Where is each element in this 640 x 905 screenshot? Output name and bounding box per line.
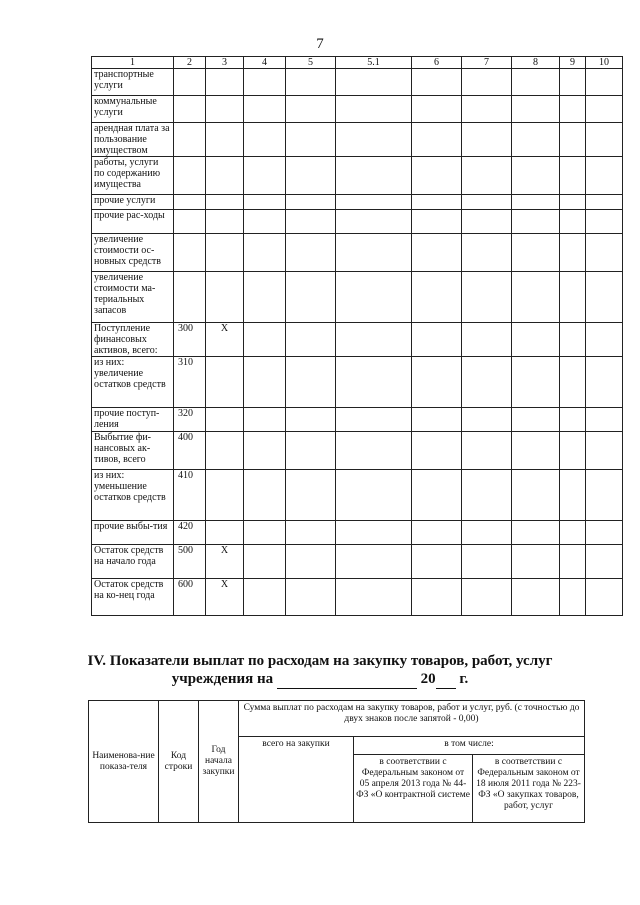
table-row <box>92 157 623 195</box>
empty-cell <box>462 234 512 272</box>
table-row <box>92 432 623 470</box>
empty-cell <box>462 521 512 545</box>
empty-cell <box>586 123 623 157</box>
empty-cell <box>336 521 412 545</box>
header-including: в том числе: <box>354 737 585 755</box>
row-mark <box>206 96 244 123</box>
column-header: 4 <box>244 57 286 69</box>
row-name: увеличение стоимости ос-новных средств <box>92 234 174 272</box>
empty-cell <box>512 408 560 432</box>
header-indicator-name: Наименова-ние показа-теля <box>89 701 159 823</box>
empty-cell <box>336 234 412 272</box>
empty-cell <box>286 69 336 96</box>
row-code: 600 <box>174 579 206 616</box>
empty-cell <box>586 408 623 432</box>
empty-cell <box>512 432 560 470</box>
column-header: 9 <box>560 57 586 69</box>
row-mark <box>206 408 244 432</box>
empty-cell <box>512 157 560 195</box>
empty-cell <box>586 357 623 408</box>
empty-cell <box>586 579 623 616</box>
empty-cell <box>286 234 336 272</box>
empty-cell <box>336 357 412 408</box>
table-row <box>92 69 623 96</box>
row-mark <box>206 357 244 408</box>
row-code: 300 <box>174 323 206 357</box>
empty-cell <box>560 579 586 616</box>
row-name: Выбытие фи-нансовых ак-тивов, всего <box>92 432 174 470</box>
empty-cell <box>286 195 336 210</box>
empty-cell <box>560 96 586 123</box>
empty-cell <box>244 470 286 521</box>
empty-cell <box>462 69 512 96</box>
table-row <box>92 521 623 545</box>
column-header: 2 <box>174 57 206 69</box>
row-code: 400 <box>174 432 206 470</box>
empty-cell <box>412 195 462 210</box>
empty-cell <box>412 357 462 408</box>
empty-cell <box>412 272 462 323</box>
empty-cell <box>412 545 462 579</box>
empty-cell <box>336 408 412 432</box>
empty-cell <box>412 123 462 157</box>
empty-cell <box>244 69 286 96</box>
subtitle-suffix: г. <box>459 671 469 687</box>
row-mark <box>206 470 244 521</box>
table-row <box>92 195 623 210</box>
header-start-year: Год начала закупки <box>199 701 239 823</box>
section-subtitle <box>0 669 640 689</box>
row-name: Остаток средств на начало года <box>92 545 174 579</box>
empty-cell <box>412 579 462 616</box>
empty-cell <box>586 96 623 123</box>
empty-cell <box>512 272 560 323</box>
empty-cell <box>586 272 623 323</box>
empty-cell <box>512 123 560 157</box>
column-header: 8 <box>512 57 560 69</box>
empty-cell <box>244 195 286 210</box>
empty-cell <box>462 195 512 210</box>
empty-cell <box>336 210 412 234</box>
table-row <box>92 357 623 408</box>
header-223fz: в соответствии с Федеральным законом от 18 июля 2011 года № 223-ФЗ «О закупках товаров, работ, услуг <box>473 755 585 823</box>
column-header: 10 <box>586 57 623 69</box>
empty-cell <box>560 408 586 432</box>
empty-cell <box>560 210 586 234</box>
empty-cell <box>244 323 286 357</box>
empty-cell <box>412 69 462 96</box>
row-name: транспортные услуги <box>92 69 174 96</box>
row-mark: X <box>206 579 244 616</box>
empty-cell <box>462 408 512 432</box>
empty-cell <box>286 470 336 521</box>
empty-cell <box>286 521 336 545</box>
empty-cell <box>336 323 412 357</box>
empty-cell <box>560 323 586 357</box>
row-mark <box>206 195 244 210</box>
column-header: 1 <box>92 57 174 69</box>
empty-cell <box>512 357 560 408</box>
row-code: 320 <box>174 408 206 432</box>
row-code <box>174 272 206 323</box>
header-payment-sum: Сумма выплат по расходам на закупку товаров, работ и услуг, руб. (с точностью до двух знаков после запятой - 0,00) <box>239 701 585 737</box>
row-name: Поступление финансовых активов, всего: <box>92 323 174 357</box>
row-mark: X <box>206 323 244 357</box>
empty-cell <box>462 545 512 579</box>
row-name: Остаток средств на ко-нец года <box>92 579 174 616</box>
empty-cell <box>412 470 462 521</box>
empty-cell <box>512 96 560 123</box>
row-code <box>174 195 206 210</box>
column-header: 6 <box>412 57 462 69</box>
row-mark <box>206 157 244 195</box>
column-header: 5 <box>286 57 336 69</box>
column-header: 5.1 <box>336 57 412 69</box>
empty-cell <box>336 579 412 616</box>
empty-cell <box>412 210 462 234</box>
row-name: арендная плата за пользование имуществом <box>92 123 174 157</box>
row-code <box>174 157 206 195</box>
empty-cell <box>412 521 462 545</box>
header-44fz: в соответствии с Федеральным законом от 05 апреля 2013 года № 44-ФЗ «О контрактной системе <box>354 755 473 823</box>
empty-cell <box>512 323 560 357</box>
row-code <box>174 210 206 234</box>
empty-cell <box>244 157 286 195</box>
subtitle-year: 20 <box>420 671 436 687</box>
empty-cell <box>560 69 586 96</box>
empty-cell <box>336 432 412 470</box>
empty-cell <box>286 272 336 323</box>
row-mark: X <box>206 545 244 579</box>
empty-cell <box>586 157 623 195</box>
empty-cell <box>462 210 512 234</box>
column-header: 3 <box>206 57 244 69</box>
column-header: 7 <box>462 57 512 69</box>
empty-cell <box>336 545 412 579</box>
table-row <box>92 408 623 432</box>
empty-cell <box>462 323 512 357</box>
header-row-code: Код строки <box>159 701 199 823</box>
empty-cell <box>286 545 336 579</box>
empty-cell <box>286 323 336 357</box>
empty-cell <box>286 408 336 432</box>
empty-cell <box>412 408 462 432</box>
row-code <box>174 69 206 96</box>
empty-cell <box>560 357 586 408</box>
row-code: 500 <box>174 545 206 579</box>
empty-cell <box>244 234 286 272</box>
header-total-purchases: всего на закупки <box>239 737 354 823</box>
row-name: из них: уменьшение остатков средств <box>92 470 174 521</box>
empty-cell <box>462 272 512 323</box>
empty-cell <box>462 157 512 195</box>
row-name: прочие выбы-тия <box>92 521 174 545</box>
row-name: увеличение стоимости ма-териальных запасов <box>92 272 174 323</box>
empty-cell <box>586 323 623 357</box>
empty-cell <box>512 470 560 521</box>
empty-cell <box>512 521 560 545</box>
row-mark <box>206 123 244 157</box>
row-name: коммунальные услуги <box>92 96 174 123</box>
empty-cell <box>560 234 586 272</box>
table-row <box>92 323 623 357</box>
section-title: IV. Показатели выплат по расходам на закупку товаров, работ, услуг <box>87 653 553 669</box>
empty-cell <box>462 357 512 408</box>
empty-cell <box>244 357 286 408</box>
row-name: из них: увеличение остатков средств <box>92 357 174 408</box>
table-row <box>92 96 623 123</box>
empty-cell <box>286 96 336 123</box>
empty-cell <box>336 195 412 210</box>
empty-cell <box>586 432 623 470</box>
empty-cell <box>512 234 560 272</box>
empty-cell <box>244 96 286 123</box>
row-mark <box>206 234 244 272</box>
empty-cell <box>244 123 286 157</box>
empty-cell <box>244 545 286 579</box>
empty-cell <box>412 432 462 470</box>
empty-cell <box>586 521 623 545</box>
empty-cell <box>244 408 286 432</box>
empty-cell <box>462 123 512 157</box>
empty-cell <box>462 470 512 521</box>
row-mark <box>206 432 244 470</box>
table-row <box>92 470 623 521</box>
year-blank <box>436 674 456 689</box>
empty-cell <box>586 195 623 210</box>
empty-cell <box>586 69 623 96</box>
empty-cell <box>586 210 623 234</box>
empty-cell <box>336 157 412 195</box>
empty-cell <box>462 579 512 616</box>
row-mark <box>206 69 244 96</box>
empty-cell <box>560 521 586 545</box>
empty-cell <box>336 123 412 157</box>
empty-cell <box>560 432 586 470</box>
empty-cell <box>512 579 560 616</box>
financial-table <box>91 56 623 616</box>
empty-cell <box>462 96 512 123</box>
empty-cell <box>244 432 286 470</box>
empty-cell <box>244 521 286 545</box>
row-mark <box>206 521 244 545</box>
row-mark <box>206 210 244 234</box>
empty-cell <box>412 234 462 272</box>
empty-cell <box>244 210 286 234</box>
empty-cell <box>560 272 586 323</box>
table-header-row <box>92 57 623 69</box>
empty-cell <box>586 470 623 521</box>
empty-cell <box>244 579 286 616</box>
table-row <box>92 272 623 323</box>
row-name: прочие рас-ходы <box>92 210 174 234</box>
empty-cell <box>560 157 586 195</box>
empty-cell <box>412 157 462 195</box>
purchases-table <box>88 700 585 823</box>
row-name: прочие поступ-ления <box>92 408 174 432</box>
table-row <box>92 210 623 234</box>
table-row <box>92 234 623 272</box>
row-code <box>174 123 206 157</box>
empty-cell <box>560 545 586 579</box>
subtitle-prefix: учреждения на <box>171 671 274 687</box>
empty-cell <box>462 432 512 470</box>
row-code: 410 <box>174 470 206 521</box>
empty-cell <box>512 210 560 234</box>
table-row <box>92 579 623 616</box>
row-code <box>174 234 206 272</box>
row-name: прочие услуги <box>92 195 174 210</box>
empty-cell <box>336 272 412 323</box>
table-row <box>92 123 623 157</box>
row-code: 420 <box>174 521 206 545</box>
empty-cell <box>412 96 462 123</box>
empty-cell <box>286 123 336 157</box>
empty-cell <box>286 157 336 195</box>
date-blank <box>277 674 417 689</box>
row-name: работы, услуги по содержанию имущества <box>92 157 174 195</box>
row-code: 310 <box>174 357 206 408</box>
empty-cell <box>512 195 560 210</box>
page-number: 7 <box>316 36 324 52</box>
empty-cell <box>586 234 623 272</box>
empty-cell <box>586 545 623 579</box>
empty-cell <box>336 69 412 96</box>
empty-cell <box>336 96 412 123</box>
empty-cell <box>560 470 586 521</box>
empty-cell <box>244 272 286 323</box>
empty-cell <box>560 123 586 157</box>
empty-cell <box>512 69 560 96</box>
empty-cell <box>286 432 336 470</box>
empty-cell <box>512 545 560 579</box>
empty-cell <box>336 470 412 521</box>
table-row <box>92 545 623 579</box>
row-code <box>174 96 206 123</box>
empty-cell <box>286 210 336 234</box>
empty-cell <box>286 579 336 616</box>
empty-cell <box>286 357 336 408</box>
row-mark <box>206 272 244 323</box>
empty-cell <box>412 323 462 357</box>
empty-cell <box>560 195 586 210</box>
